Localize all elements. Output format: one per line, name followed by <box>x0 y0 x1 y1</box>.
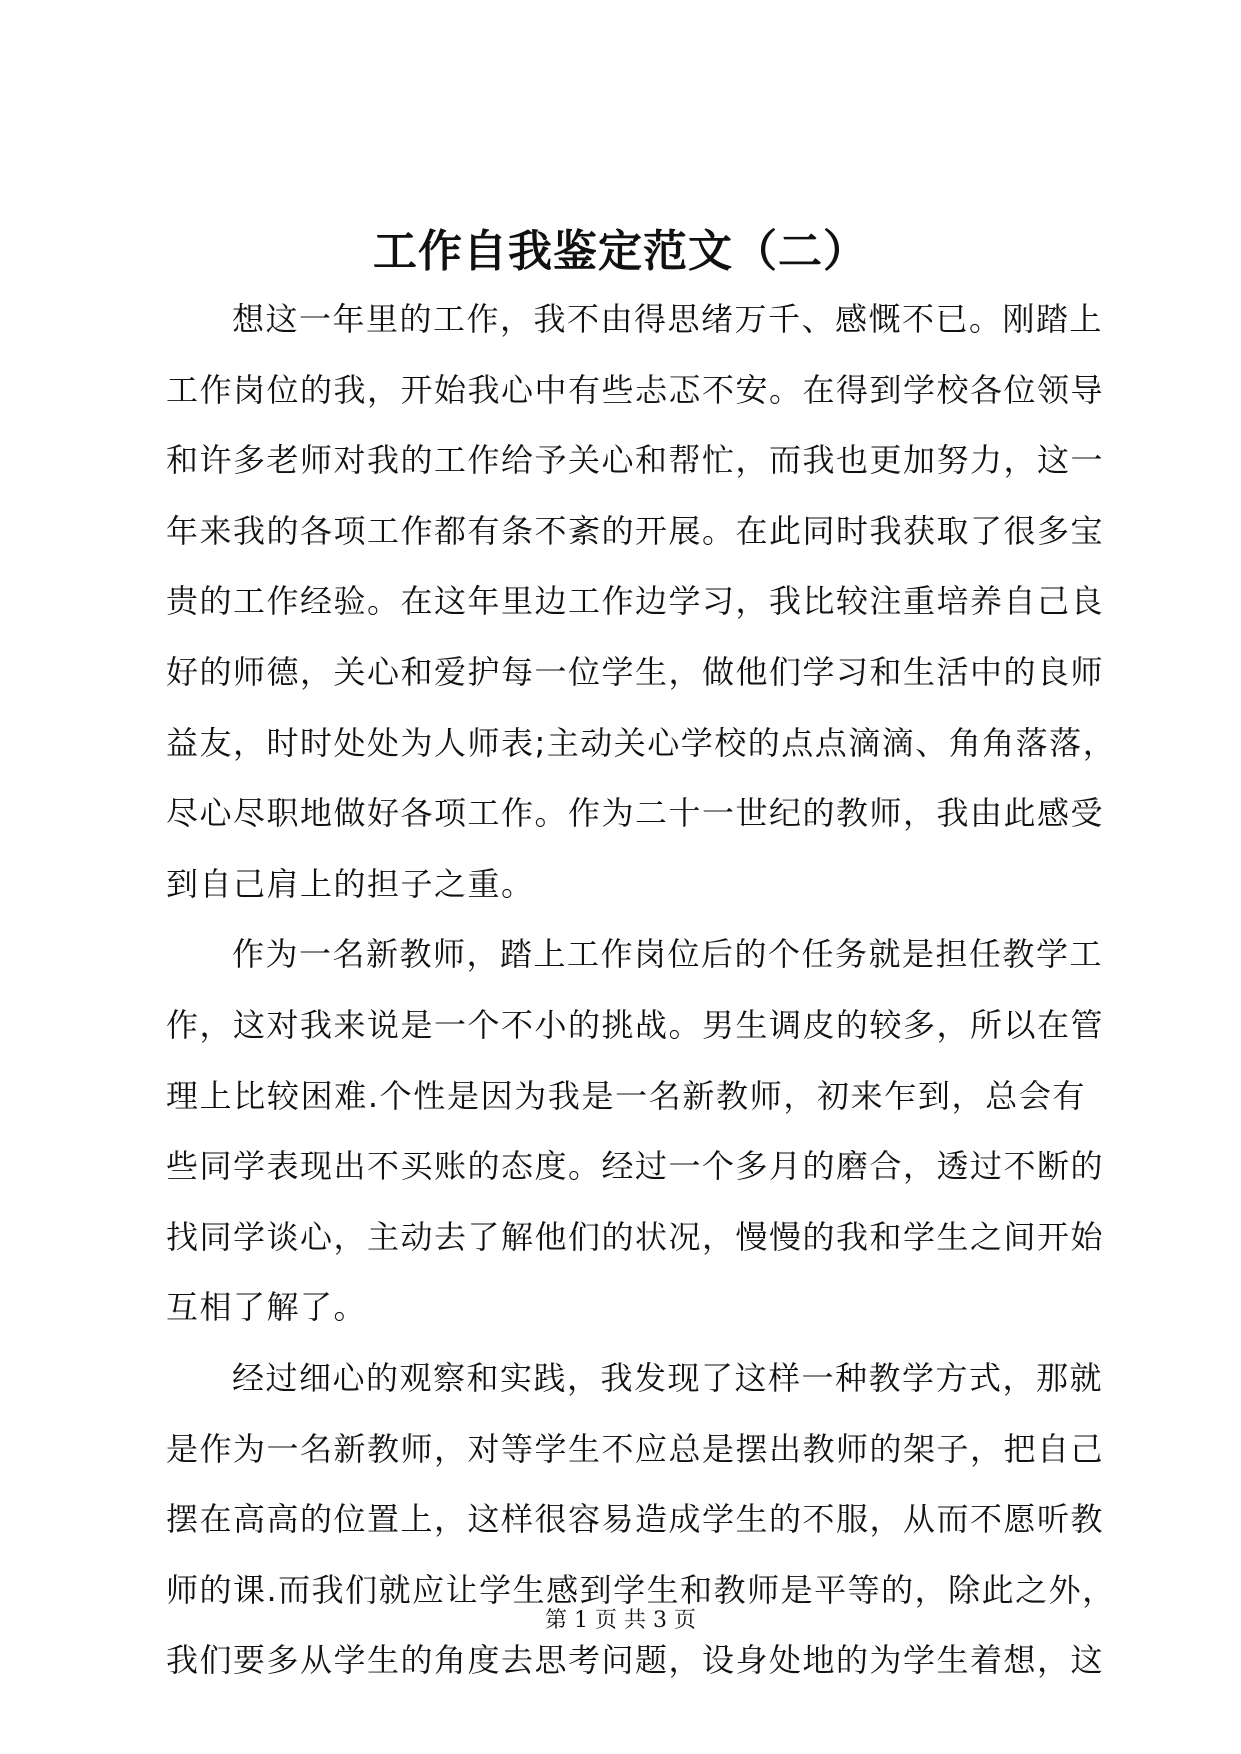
paragraph-1 <box>166 284 1117 919</box>
text-line: 贵的工作经验。在这年里边工作边学习，我比较注重培养自己良 <box>166 582 1105 621</box>
text-line: 想这一年里的工作，我不由得思绪万千、感慨不已。刚踏上 <box>232 300 1104 338</box>
text-line: 和许多老师对我的工作给予关心和帮忙，而我也更加努力，这一 <box>166 441 1105 480</box>
text-line: 好的师德，关心和爱护每一位学生，做他们学习和生活中的良师 <box>166 652 1105 691</box>
document-title: 工作自我鉴定范文（二） <box>373 226 868 277</box>
text-line: 是作为一名新教师，对等学生不应总是摆出教师的架子，把自己 <box>166 1429 1105 1468</box>
text-line: 理上比较困难.个性是因为我是一名新教师，初来乍到，总会有 <box>166 1076 1086 1115</box>
text-line: 益友，时时处处为人师表;主动关心学校的点点滴滴、角角落落， <box>166 723 1117 762</box>
page-footer: 第 1 页 共 3 页 <box>545 1608 696 1633</box>
text-line: 作为一名新教师，踏上工作岗位后的个任务就是担任教学工 <box>232 935 1104 974</box>
paragraph-3 <box>166 1343 1116 1696</box>
text-line: 师的课.而我们就应让学生感到学生和教师是平等的，除此之外， <box>166 1570 1116 1609</box>
text-line: 些同学表现出不买账的态度。经过一个多月的磨合，透过不断的 <box>166 1147 1105 1186</box>
paragraph-2 <box>166 919 1105 1343</box>
text-line: 作，这对我来说是一个不小的挑战。男生调皮的较多，所以在管 <box>166 1005 1105 1044</box>
text-line: 我们要多从学生的角度去思考问题，设身处地的为学生着想，这 <box>166 1641 1105 1680</box>
text-line: 经过细心的观察和实践，我发现了这样一种教学方式，那就 <box>232 1358 1104 1397</box>
text-line: 到自己肩上的担子之重。 <box>166 864 535 903</box>
text-line: 尽心尽职地做好各项工作。作为二十一世纪的教师，我由此感受 <box>166 794 1105 833</box>
text-line: 摆在高高的位置上，这样很容易造成学生的不服，从而不愿听教 <box>166 1500 1105 1539</box>
text-line: 找同学谈心，主动去了解他们的状况，慢慢的我和学生之间开始 <box>166 1217 1105 1256</box>
document-body <box>166 284 1117 1696</box>
text-line: 工作岗位的我，开始我心中有些忐忑不安。在得到学校各位领导 <box>166 370 1105 409</box>
text-line: 互相了解了。 <box>166 1288 368 1327</box>
text-line: 年来我的各项工作都有条不紊的开展。在此同时我获取了很多宝 <box>166 511 1105 550</box>
